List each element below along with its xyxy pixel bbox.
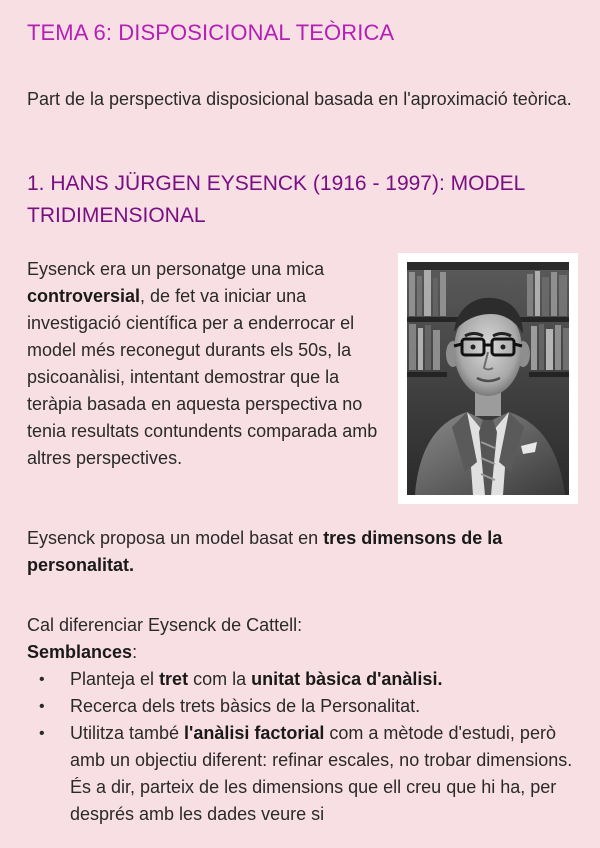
comparison-block — [27, 612, 575, 828]
similarities-list — [27, 666, 575, 828]
list-item-bold: tret — [159, 669, 189, 689]
portrait-photo-icon — [407, 262, 569, 495]
similarities-label: Semblances — [27, 642, 133, 662]
list-item-bold: unitat bàsica d'anàlisi. — [251, 669, 443, 689]
list-item — [27, 720, 575, 828]
eysenck-photo — [398, 253, 578, 504]
list-item-text: Utilitza també — [70, 723, 185, 743]
proposal-bold: tres dimensons de la personalitat. — [27, 528, 503, 575]
proposal-paragraph — [27, 525, 575, 579]
similarities-colon: : — [132, 642, 138, 662]
list-item-text: com a mètode d'estudi, però amb un objectiu diferent: refinar escales, no trobar dimensions. És a dir, parteix de les dimensions que ell creu que hi ha, per després amb les dades veure si — [70, 723, 573, 824]
similarities-heading — [27, 639, 575, 666]
list-item-bold: l'anàlisi factorial — [184, 723, 325, 743]
list-item-text: Recerca dels trets bàsics de la Personalitat. — [70, 696, 421, 716]
bio-bold-controversial: controversial — [27, 286, 141, 306]
list-item — [27, 693, 575, 720]
list-item-text: Planteja el — [70, 669, 160, 689]
list-item-text: com la — [188, 669, 252, 689]
list-item — [27, 666, 575, 693]
page-title: TEMA 6: DISPOSICIONAL TEÒRICA — [27, 20, 395, 45]
proposal-text: Eysenck proposa un model basat en — [27, 528, 324, 548]
comparison-lead: Cal diferenciar Eysenck de Cattell: — [27, 615, 303, 635]
bio-text-2: , de fet va iniciar una investigació científica per a enderrocar el model més reconegut durants els 50s, la psicoanàlisi, intentant demostrar que la teràpia basada en aquesta perspectiva no tenia resultats contundents comparada amb altres perspectives. — [27, 286, 378, 468]
bio-text-1: Eysenck era un personatge una mica — [27, 259, 325, 279]
bio-paragraph — [27, 256, 392, 472]
section-heading: 1. HANS JÜRGEN EYSENCK (1916 - 1997): MODEL TRIDIMENSIONAL — [27, 172, 525, 227]
intro-paragraph: Part de la perspectiva disposicional basada en l'aproximació teòrica. — [27, 89, 572, 109]
